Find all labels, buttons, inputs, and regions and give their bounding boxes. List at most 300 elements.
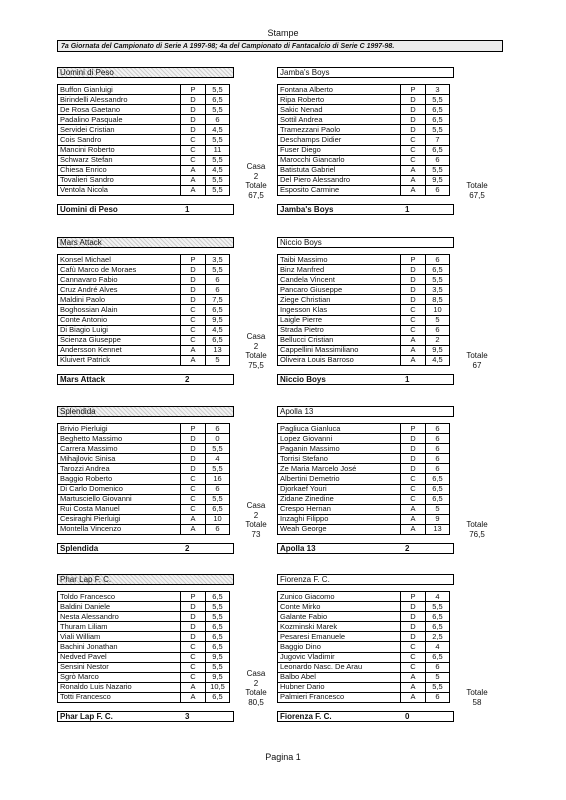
player-role: D: [181, 464, 206, 474]
player-row: [58, 355, 230, 365]
player-name: Nedved Pavel: [58, 652, 181, 662]
goals-score: 1: [405, 205, 410, 214]
player-name: Crespo Hernan: [278, 504, 401, 514]
player-row: [278, 454, 450, 464]
home-totals: [241, 332, 271, 370]
player-name: Conte Mirko: [278, 602, 401, 612]
player-role: C: [401, 135, 426, 145]
player-role: D: [401, 125, 426, 135]
player-name: Nesta Alessandro: [58, 612, 181, 622]
player-name: Cruz André Alves: [58, 285, 181, 295]
player-name: Birindelli Alessandro: [58, 95, 181, 105]
player-name: Sakic Nenad: [278, 105, 401, 115]
player-vote: 13: [426, 524, 450, 534]
away-result-row: [277, 204, 454, 215]
player-name: Esposito Carmine: [278, 185, 401, 195]
player-row: [278, 105, 450, 115]
player-name: Toldo Francesco: [58, 592, 181, 602]
player-row: [278, 295, 450, 305]
home-total: 73: [251, 529, 261, 539]
player-name: Sensini Nestor: [58, 662, 181, 672]
player-row: [278, 185, 450, 195]
casa-label: Casa: [246, 332, 266, 341]
player-role: P: [181, 85, 206, 95]
player-name: Lopez Giovanni: [278, 434, 401, 444]
player-role: A: [181, 682, 206, 692]
player-role: A: [401, 672, 426, 682]
player-role: A: [401, 175, 426, 185]
casa-label: Casa: [246, 162, 266, 171]
player-vote: 5,5: [206, 602, 230, 612]
player-vote: 6,5: [206, 504, 230, 514]
player-role: A: [401, 165, 426, 175]
casa-bonus: 2: [253, 341, 259, 351]
player-role: D: [181, 434, 206, 444]
player-role: P: [401, 255, 426, 265]
player-row: [58, 275, 230, 285]
player-name: Fuser Diego: [278, 145, 401, 155]
player-role: D: [401, 115, 426, 125]
player-vote: 5,5: [206, 85, 230, 95]
player-role: A: [181, 524, 206, 534]
player-role: D: [401, 622, 426, 632]
player-role: C: [181, 315, 206, 325]
player-row: [58, 484, 230, 494]
player-role: A: [401, 345, 426, 355]
player-vote: 6,5: [206, 305, 230, 315]
player-vote: 6,5: [426, 265, 450, 275]
player-role: D: [401, 105, 426, 115]
player-name: Weah George: [278, 524, 401, 534]
home-result-row: [57, 374, 234, 385]
player-role: C: [181, 504, 206, 514]
player-name: Cannavaro Fabio: [58, 275, 181, 285]
player-vote: 6: [426, 464, 450, 474]
player-row: [58, 474, 230, 484]
player-role: D: [181, 285, 206, 295]
away-totals: [462, 520, 492, 539]
player-row: [58, 125, 230, 135]
player-row: [58, 265, 230, 275]
player-name: Cois Sandro: [58, 135, 181, 145]
away-roster-table: [277, 591, 450, 703]
player-name: Martusciello Giovanni: [58, 494, 181, 504]
home-totals: [241, 669, 271, 707]
player-row: [278, 155, 450, 165]
player-row: [278, 484, 450, 494]
player-role: D: [401, 454, 426, 464]
result-team-name: Niccio Boys: [280, 375, 326, 384]
player-row: [58, 622, 230, 632]
player-vote: 6,5: [206, 592, 230, 602]
player-role: D: [401, 444, 426, 454]
player-vote: 10,5: [206, 682, 230, 692]
player-name: Paganin Massimo: [278, 444, 401, 454]
player-role: D: [181, 622, 206, 632]
player-role: D: [181, 612, 206, 622]
casa-label: Casa: [246, 669, 266, 678]
away-total: 76,5: [469, 529, 485, 539]
player-name: Jugovic Vladimir: [278, 652, 401, 662]
player-row: [58, 295, 230, 305]
player-role: P: [181, 424, 206, 434]
goals-score: 0: [405, 712, 410, 721]
player-row: [58, 155, 230, 165]
player-role: A: [401, 355, 426, 365]
player-role: C: [181, 325, 206, 335]
player-vote: 4: [426, 642, 450, 652]
home-roster-table: [57, 423, 230, 535]
player-vote: 5,5: [206, 135, 230, 145]
player-row: [58, 175, 230, 185]
player-vote: 6,5: [206, 642, 230, 652]
player-name: Strada Pietro: [278, 325, 401, 335]
player-role: D: [401, 275, 426, 285]
player-vote: 5,5: [206, 612, 230, 622]
player-role: C: [181, 135, 206, 145]
player-row: [58, 305, 230, 315]
player-role: P: [181, 255, 206, 265]
player-name: Ingesson Klas: [278, 305, 401, 315]
player-name: Conte Antonio: [58, 315, 181, 325]
away-team-header: Jamba's Boys: [277, 67, 454, 78]
player-role: C: [401, 652, 426, 662]
player-row: [278, 642, 450, 652]
player-role: D: [181, 115, 206, 125]
totale-label: Totale: [466, 181, 488, 190]
away-roster-table: [277, 254, 450, 366]
player-name: Boghossian Alain: [58, 305, 181, 315]
player-vote: 6,5: [426, 622, 450, 632]
player-row: [278, 464, 450, 474]
player-vote: 6,5: [426, 612, 450, 622]
player-vote: 6,5: [206, 692, 230, 702]
player-vote: 8,5: [426, 295, 450, 305]
player-row: [58, 115, 230, 125]
home-team-header: Splendida: [57, 406, 234, 417]
away-result-row: [277, 543, 454, 554]
player-vote: 6,5: [206, 632, 230, 642]
player-vote: 6,5: [426, 474, 450, 484]
home-totals: [241, 162, 271, 200]
player-vote: 16: [206, 474, 230, 484]
player-row: [58, 632, 230, 642]
home-totals: [241, 501, 271, 539]
player-name: Kluivert Patrick: [58, 355, 181, 365]
player-name: Ze Maria Marcelo José: [278, 464, 401, 474]
player-vote: 5,5: [206, 155, 230, 165]
player-vote: 5,5: [206, 494, 230, 504]
player-role: D: [181, 265, 206, 275]
player-vote: 9,5: [426, 175, 450, 185]
player-name: Rui Costa Manuel: [58, 504, 181, 514]
player-vote: 4,5: [426, 355, 450, 365]
player-row: [58, 95, 230, 105]
away-total: 67: [472, 360, 482, 370]
totale-label: Totale: [245, 688, 267, 698]
player-row: [278, 345, 450, 355]
player-vote: 5,5: [426, 95, 450, 105]
away-team-header: Fiorenza F. C.: [277, 574, 454, 585]
player-name: Torrisi Stefano: [278, 454, 401, 464]
player-role: D: [181, 295, 206, 305]
player-vote: 6: [206, 484, 230, 494]
player-row: [58, 652, 230, 662]
player-row: [58, 504, 230, 514]
player-name: Di Carlo Domenico: [58, 484, 181, 494]
player-row: [278, 305, 450, 315]
player-row: [278, 504, 450, 514]
player-row: [58, 424, 230, 434]
player-row: [278, 135, 450, 145]
player-role: A: [401, 524, 426, 534]
casa-label: Casa: [246, 501, 266, 510]
player-name: Pancaro Giuseppe: [278, 285, 401, 295]
player-row: [58, 285, 230, 295]
player-name: Viali William: [58, 632, 181, 642]
home-total: 75,5: [248, 360, 264, 370]
player-row: [278, 424, 450, 434]
page-footer: Pagina 1: [265, 752, 301, 762]
player-row: [278, 592, 450, 602]
player-vote: 5,5: [206, 105, 230, 115]
player-row: [278, 682, 450, 692]
player-vote: 6,5: [426, 105, 450, 115]
casa-bonus: 2: [253, 510, 259, 520]
player-row: [278, 524, 450, 534]
player-row: [58, 682, 230, 692]
player-role: D: [401, 632, 426, 642]
player-name: Oliveira Louis Barroso: [278, 355, 401, 365]
player-row: [58, 105, 230, 115]
player-name: Cafù Marco de Moraes: [58, 265, 181, 275]
result-team-name: Uomini di Peso: [60, 205, 118, 214]
home-result-row: [57, 711, 234, 722]
player-role: C: [181, 305, 206, 315]
player-role: C: [181, 474, 206, 484]
player-row: [278, 275, 450, 285]
player-name: Schwarz Stefan: [58, 155, 181, 165]
player-row: [58, 145, 230, 155]
player-role: A: [181, 185, 206, 195]
player-row: [278, 612, 450, 622]
player-vote: 5,5: [206, 175, 230, 185]
player-vote: 6: [426, 155, 450, 165]
player-name: Albertini Demetrio: [278, 474, 401, 484]
away-roster-table: [277, 84, 450, 196]
away-total: 58: [472, 697, 482, 707]
player-vote: 5,5: [206, 265, 230, 275]
player-role: C: [181, 494, 206, 504]
player-role: P: [401, 424, 426, 434]
player-vote: 6: [206, 424, 230, 434]
player-row: [278, 125, 450, 135]
player-row: [278, 632, 450, 642]
player-row: [278, 355, 450, 365]
player-vote: 5,5: [426, 682, 450, 692]
player-vote: 6: [426, 444, 450, 454]
player-vote: 6,5: [426, 145, 450, 155]
home-team-header: Phar Lap F. C.: [57, 574, 234, 585]
player-row: [58, 165, 230, 175]
player-role: A: [181, 345, 206, 355]
player-role: P: [181, 592, 206, 602]
player-name: Taibi Massimo: [278, 255, 401, 265]
casa-bonus: 2: [253, 678, 259, 688]
player-name: Buffon Gianluigi: [58, 85, 181, 95]
player-name: Montella Vincenzo: [58, 524, 181, 534]
player-vote: 7,5: [206, 295, 230, 305]
player-name: Andersson Kennet: [58, 345, 181, 355]
page-header: Stampe: [267, 28, 299, 38]
player-row: [58, 494, 230, 504]
player-row: [58, 602, 230, 612]
player-name: Baggio Dino: [278, 642, 401, 652]
home-roster-table: [57, 84, 230, 196]
player-vote: 6: [426, 325, 450, 335]
player-name: Di Biagio Luigi: [58, 325, 181, 335]
player-row: [278, 652, 450, 662]
player-role: C: [181, 155, 206, 165]
player-row: [58, 524, 230, 534]
away-roster-table: [277, 423, 450, 535]
goals-score: 1: [185, 205, 190, 214]
casa-bonus: 2: [253, 171, 259, 181]
player-name: Hubner Dario: [278, 682, 401, 692]
player-vote: 9,5: [206, 315, 230, 325]
player-name: Tramezzani Paolo: [278, 125, 401, 135]
player-row: [58, 345, 230, 355]
player-role: C: [181, 652, 206, 662]
player-vote: 0: [206, 434, 230, 444]
player-role: D: [401, 434, 426, 444]
player-vote: 6: [206, 115, 230, 125]
player-name: Ventola Nicola: [58, 185, 181, 195]
player-role: P: [401, 85, 426, 95]
player-name: Mancini Roberto: [58, 145, 181, 155]
player-name: Galante Fabio: [278, 612, 401, 622]
goals-score: 2: [185, 544, 190, 553]
player-row: [278, 444, 450, 454]
player-vote: 6: [426, 185, 450, 195]
player-role: C: [401, 642, 426, 652]
player-vote: 13: [206, 345, 230, 355]
player-role: D: [181, 632, 206, 642]
player-name: Tarozzi Andrea: [58, 464, 181, 474]
player-row: [58, 672, 230, 682]
player-row: [278, 315, 450, 325]
player-row: [278, 165, 450, 175]
totale-label: Totale: [245, 520, 267, 530]
player-row: [278, 335, 450, 345]
away-totals: [462, 688, 492, 707]
player-vote: 6: [426, 424, 450, 434]
player-vote: 5,5: [426, 602, 450, 612]
player-row: [58, 454, 230, 464]
player-role: P: [401, 592, 426, 602]
player-name: Chiesa Enrico: [58, 165, 181, 175]
player-name: Konsel Michael: [58, 255, 181, 265]
player-name: Tovalieri Sandro: [58, 175, 181, 185]
player-row: [58, 85, 230, 95]
player-row: [58, 692, 230, 702]
player-vote: 6,5: [426, 494, 450, 504]
player-vote: 5: [206, 355, 230, 365]
goals-score: 1: [405, 375, 410, 384]
player-name: Batistuta Gabriel: [278, 165, 401, 175]
player-role: C: [401, 474, 426, 484]
player-name: Zidane Zinedine: [278, 494, 401, 504]
away-totals: [462, 351, 492, 370]
player-name: De Rosa Gaetano: [58, 105, 181, 115]
home-roster-table: [57, 254, 230, 366]
player-vote: 6,5: [206, 335, 230, 345]
player-vote: 6: [426, 255, 450, 265]
player-name: Bellucci Cristian: [278, 335, 401, 345]
player-name: Padalino Pasquale: [58, 115, 181, 125]
player-row: [278, 494, 450, 504]
player-role: C: [181, 484, 206, 494]
player-row: [278, 255, 450, 265]
player-vote: 5,5: [206, 185, 230, 195]
player-vote: 7: [426, 135, 450, 145]
player-row: [278, 672, 450, 682]
player-row: [278, 692, 450, 702]
player-role: C: [401, 145, 426, 155]
player-vote: 10: [206, 514, 230, 524]
player-name: Mihajlovic Sinisa: [58, 454, 181, 464]
player-row: [278, 514, 450, 524]
player-role: A: [401, 504, 426, 514]
result-team-name: Fiorenza F. C.: [280, 712, 332, 721]
player-vote: 6,5: [426, 115, 450, 125]
player-name: Deschamps Didier: [278, 135, 401, 145]
player-vote: 4,5: [206, 125, 230, 135]
player-vote: 5: [426, 315, 450, 325]
player-row: [278, 95, 450, 105]
player-role: D: [181, 125, 206, 135]
player-vote: 5,5: [426, 275, 450, 285]
player-row: [58, 135, 230, 145]
player-name: Maldini Paolo: [58, 295, 181, 305]
player-vote: 6,5: [426, 652, 450, 662]
player-row: [278, 602, 450, 612]
player-vote: 11: [206, 145, 230, 155]
player-role: A: [401, 185, 426, 195]
player-role: D: [181, 95, 206, 105]
away-total: 67,5: [469, 190, 485, 200]
home-roster-table: [57, 591, 230, 703]
away-totals: [462, 181, 492, 200]
player-vote: 3: [426, 85, 450, 95]
player-row: [278, 85, 450, 95]
home-team-header: Mars Attack: [57, 237, 234, 248]
player-name: Zunico Giacomo: [278, 592, 401, 602]
player-vote: 4: [206, 454, 230, 464]
player-row: [278, 474, 450, 484]
away-result-row: [277, 711, 454, 722]
player-row: [58, 464, 230, 474]
player-role: D: [181, 275, 206, 285]
player-vote: 6,5: [426, 484, 450, 494]
player-row: [58, 315, 230, 325]
player-row: [58, 642, 230, 652]
player-name: Binz Manfred: [278, 265, 401, 275]
player-role: C: [401, 305, 426, 315]
player-name: Palmieri Francesco: [278, 692, 401, 702]
player-row: [58, 335, 230, 345]
player-vote: 5,5: [206, 464, 230, 474]
